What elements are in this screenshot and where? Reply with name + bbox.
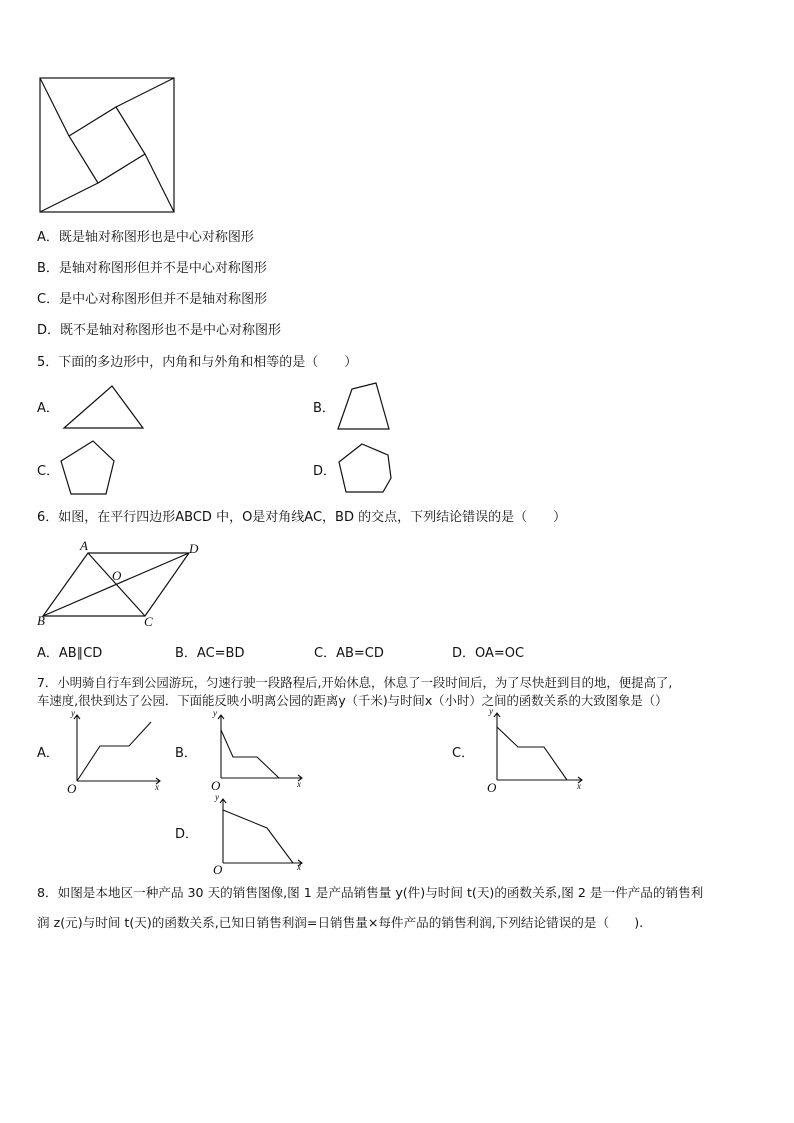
q7-option-b-label[interactable]: B． — [175, 746, 197, 761]
q5-option-d-label[interactable]: D． — [313, 464, 337, 479]
q8-line2: 润 z(元)与时间 t(天)的函数关系,已知日销售利润=日销售量×每件产品的销售利润,下列结论错误的是（ ). — [37, 915, 644, 930]
q7-graph-b-y-label: y — [213, 708, 217, 718]
q5-option-b-label[interactable]: B． — [313, 401, 335, 416]
q7-graph-c-x-label: x — [577, 781, 581, 791]
q4-option-c[interactable]: C．是中心对称图形但并不是轴对称图形 — [37, 292, 268, 307]
q7-graph-c-y-label: y — [489, 706, 493, 716]
q6-vertex-b: B — [37, 613, 45, 628]
q7-graph-a-origin: O — [67, 781, 77, 796]
q7-option-a-label[interactable]: A． — [37, 746, 59, 761]
q5-option-a-label[interactable]: A． — [37, 401, 59, 416]
q6-vertex-c: C — [144, 614, 153, 629]
q6-option-a[interactable]: A．AB∥CD — [37, 646, 103, 661]
q4-option-b[interactable]: B．是轴对称图形但并不是中心对称图形 — [37, 261, 267, 276]
q7-graph-d-x-label: x — [297, 862, 301, 872]
q6-stem: 6．如图，在平行四边形ABCD 中，O是对角线AC，BD 的交点，下列结论错误的是（ ） — [37, 510, 567, 525]
q7-graph-c-origin: O — [487, 780, 497, 795]
q7-graph-d-origin: O — [213, 862, 223, 877]
q5-stem: 5．下面的多边形中，内角和与外角和相等的是（ ） — [37, 355, 358, 370]
q6-option-d[interactable]: D．OA=OC — [452, 646, 525, 661]
q6-vertex-a: A — [80, 538, 88, 553]
q6-vertex-o: O — [112, 568, 122, 583]
q7-graph-b-origin: O — [211, 778, 221, 793]
q6-option-c[interactable]: C．AB=CD — [314, 646, 384, 661]
q7-option-c-label[interactable]: C． — [452, 746, 475, 761]
q7-option-d-label[interactable]: D． — [175, 827, 199, 842]
q6-vertex-d: D — [189, 541, 199, 556]
q7-graph-b-x-label: x — [297, 779, 301, 789]
q6-option-b[interactable]: B．AC=BD — [175, 646, 245, 661]
q7-graph-a-x-label: x — [155, 782, 159, 792]
q7-stem-line2: 车速度,很快到达了公园．下面能反映小明离公园的距离y（千米)与时间x（小时）之间的函数关系的大致图象是（） — [37, 693, 668, 708]
q7-graph-d-y-label: y — [215, 792, 219, 802]
q7-stem-line1: 7．小明骑自行车到公园游玩，匀速行驶一段路程后,开始休息，休息了一段时间后，为了尽快赶到目的地，便提高了, — [37, 675, 673, 690]
q5-option-c-label[interactable]: C． — [37, 464, 60, 479]
q4-option-d[interactable]: D．既不是轴对称图形也不是中心对称图形 — [37, 323, 282, 338]
q4-option-a[interactable]: A．既是轴对称图形也是中心对称图形 — [37, 230, 254, 245]
q7-graph-a-y-label: y — [71, 708, 75, 718]
q8-line1: 8．如图是本地区一种产品 30 天的销售图像,图 1 是产品销售量 y(件)与时间 t(天)的函数关系,图 2 是一件产品的销售利 — [37, 885, 704, 900]
